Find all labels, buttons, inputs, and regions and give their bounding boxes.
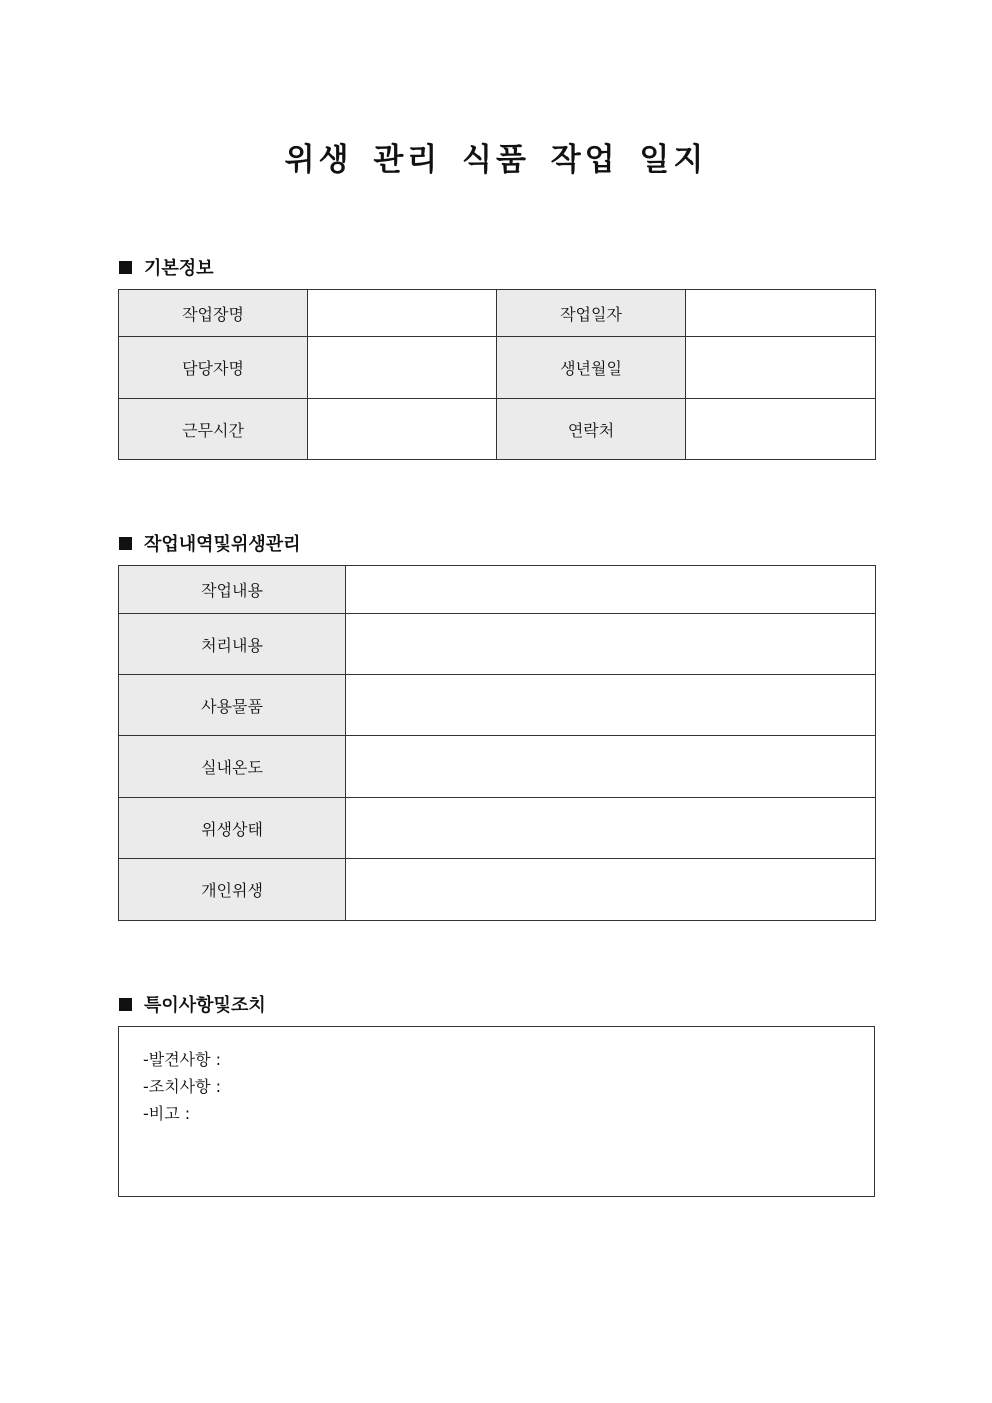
label-room-temperature: 실내온도: [119, 736, 346, 798]
notes-line-actions: -조치사항 :: [143, 1077, 222, 1096]
field-contact[interactable]: [686, 399, 876, 460]
table-row: [119, 337, 876, 399]
square-bullet-icon: [119, 537, 132, 550]
square-bullet-icon: [119, 261, 132, 274]
label-work-date: 작업일자: [497, 290, 686, 337]
field-work-hours[interactable]: [308, 399, 497, 460]
section-heading-notes: [119, 991, 266, 1017]
field-workplace[interactable]: [308, 290, 497, 337]
label-personal-hygiene: 개인위생: [119, 859, 346, 921]
label-workplace: 작업장명: [119, 290, 308, 337]
label-supplies-used: 사용물품: [119, 675, 346, 736]
section-heading-basic: [119, 254, 214, 280]
field-personal-hygiene[interactable]: [346, 859, 876, 921]
notes-line-findings: -발견사항 :: [143, 1050, 222, 1069]
table-row: [119, 675, 876, 736]
label-contact: 연락처: [497, 399, 686, 460]
label-hygiene-status: 위생상태: [119, 798, 346, 859]
section-heading-notes-label: 특이사항및조치: [144, 995, 266, 1016]
table-row: [119, 290, 876, 337]
table-row: [119, 566, 876, 614]
label-work-hours: 근무시간: [119, 399, 308, 460]
table-row: [119, 399, 876, 460]
field-supplies-used[interactable]: [346, 675, 876, 736]
table-row: [119, 798, 876, 859]
field-process-content[interactable]: [346, 614, 876, 675]
label-process-content: 처리내용: [119, 614, 346, 675]
basic-info-table: [118, 289, 876, 460]
section-heading-work-label: 작업내역및위생관리: [144, 534, 301, 555]
table-row: [119, 736, 876, 798]
label-manager-name: 담당자명: [119, 337, 308, 399]
square-bullet-icon: [119, 998, 132, 1011]
label-birth-date: 생년월일: [497, 337, 686, 399]
field-work-content[interactable]: [346, 566, 876, 614]
field-hygiene-status[interactable]: [346, 798, 876, 859]
section-heading-work: [119, 530, 301, 556]
field-manager-name[interactable]: [308, 337, 497, 399]
section-heading-basic-label: 기본정보: [144, 258, 214, 279]
document-title: 위생 관리 식품 작업 일지: [284, 142, 708, 178]
table-row: [119, 614, 876, 675]
field-birth-date[interactable]: [686, 337, 876, 399]
notes-line-remarks: -비고 :: [143, 1104, 191, 1123]
work-hygiene-table: [118, 565, 876, 921]
field-work-date[interactable]: [686, 290, 876, 337]
label-work-content: 작업내용: [119, 566, 346, 614]
field-room-temperature[interactable]: [346, 736, 876, 798]
table-row: [119, 859, 876, 921]
notes-textarea[interactable]: [118, 1026, 875, 1197]
